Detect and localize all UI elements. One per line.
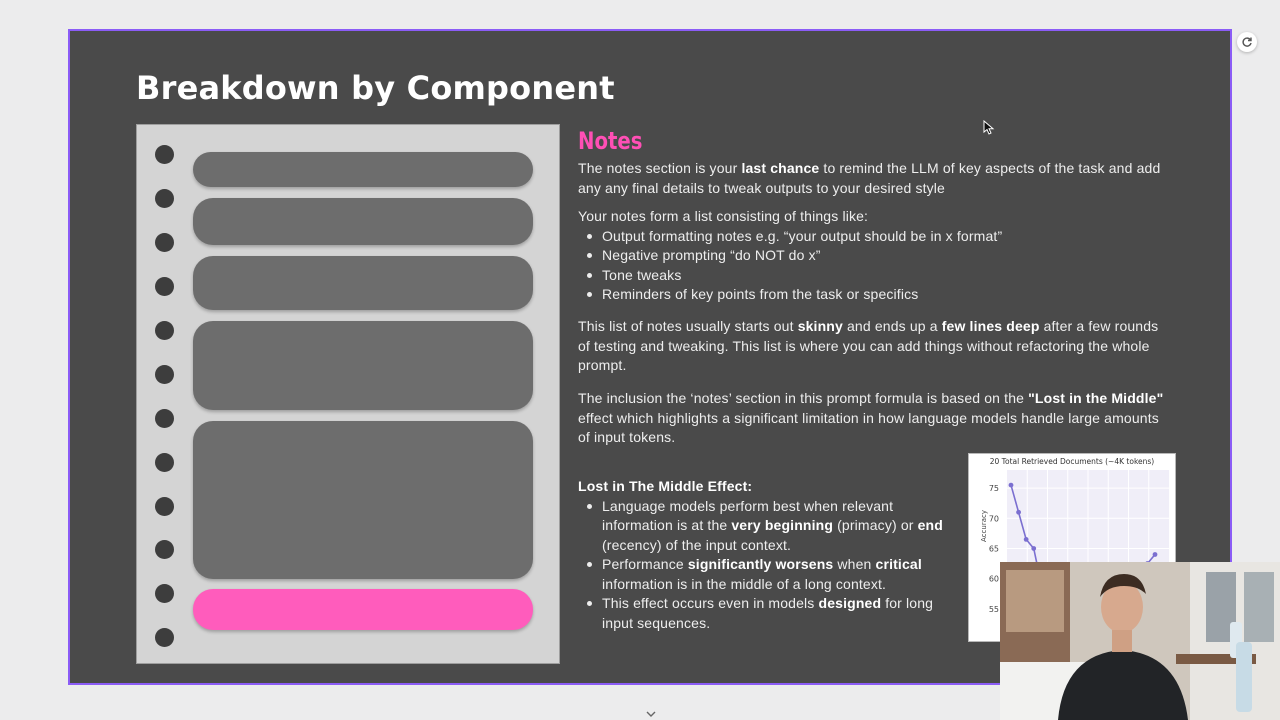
binder-hole xyxy=(155,365,174,384)
chart-data-point xyxy=(1031,546,1036,551)
lost-in-middle-paragraph: The inclusion the ‘notes’ section in this prompt formula is based on the "Lost in the Middle" effect which highlights a significant limitation in how language models handle large amounts of input tokens. xyxy=(578,390,1164,445)
notes-list xyxy=(578,227,1168,305)
chart-y-tick-label: 60 xyxy=(988,574,999,584)
notes-growth-paragraph: This list of notes usually starts out skinny and ends up a few lines deep after a few rounds of testing and tweaking. This list is where you can add things without refactoring the whole prompt. xyxy=(578,318,1159,373)
chart-y-tick-label: 65 xyxy=(988,544,999,554)
binder-hole xyxy=(155,497,174,516)
lost-in-middle-list xyxy=(578,497,958,634)
notebook-illustration xyxy=(136,124,560,664)
component-bar xyxy=(193,321,533,410)
component-bar xyxy=(193,256,533,310)
chart-data-point xyxy=(1009,483,1014,488)
notes-heading: Notes xyxy=(578,127,643,155)
chart-title: 20 Total Retrieved Documents (~4K tokens) xyxy=(989,457,1155,466)
binder-hole xyxy=(155,540,174,559)
list-item: Tone tweaks xyxy=(602,266,1168,286)
chart-y-tick-label: 70 xyxy=(988,514,999,524)
component-bar xyxy=(193,198,533,245)
notes-list-intro: Your notes form a list consisting of things like: xyxy=(578,208,869,224)
list-item: Negative prompting “do NOT do x” xyxy=(602,246,1168,266)
binder-hole xyxy=(155,145,174,164)
binder-hole xyxy=(155,277,174,296)
chevron-down-icon[interactable] xyxy=(646,711,656,717)
refresh-button[interactable] xyxy=(1237,32,1257,52)
binder-hole xyxy=(155,628,174,647)
chart-data-point xyxy=(1016,510,1021,515)
notes-list-block xyxy=(578,207,1168,305)
list-item: Language models perform best when relevant information is at the very beginning (primacy) or end (recency) of the input context. xyxy=(602,497,958,556)
mouse-cursor-icon xyxy=(983,120,995,136)
chart-y-tick-label: 75 xyxy=(988,484,999,494)
slide-title: Breakdown by Component xyxy=(136,69,615,107)
chart-y-tick-label: 55 xyxy=(988,604,999,614)
notes-intro-paragraph: The notes section is your last chance to remind the LLM of key aspects of the task and add any any final details to tweak outputs to your desired style xyxy=(578,160,1161,196)
binder-hole xyxy=(155,233,174,252)
webcam-overlay xyxy=(1000,562,1280,720)
binder-hole xyxy=(155,321,174,340)
chart-data-point xyxy=(1024,537,1029,542)
list-item: Output formatting notes e.g. “your output should be in x format” xyxy=(602,227,1168,247)
notes-component-bar xyxy=(193,589,533,630)
list-item: Reminders of key points from the task or specifics xyxy=(602,285,1168,305)
list-item: Performance significantly worsens when critical information is in the middle of a long context. xyxy=(602,555,958,594)
component-bar xyxy=(193,421,533,579)
refresh-icon xyxy=(1241,36,1253,48)
lost-in-middle-heading: Lost in The Middle Effect: xyxy=(578,478,753,494)
binder-hole xyxy=(155,584,174,603)
component-bar xyxy=(193,152,533,187)
binder-hole xyxy=(155,453,174,472)
chart-y-axis-label: Accuracy xyxy=(980,510,988,542)
chart-data-point xyxy=(1153,552,1158,557)
list-item: This effect occurs even in models designed for long input sequences. xyxy=(602,594,958,633)
webcam-video xyxy=(1000,562,1280,720)
binder-hole xyxy=(155,189,174,208)
lost-in-middle-section xyxy=(578,477,958,633)
binder-hole xyxy=(155,409,174,428)
